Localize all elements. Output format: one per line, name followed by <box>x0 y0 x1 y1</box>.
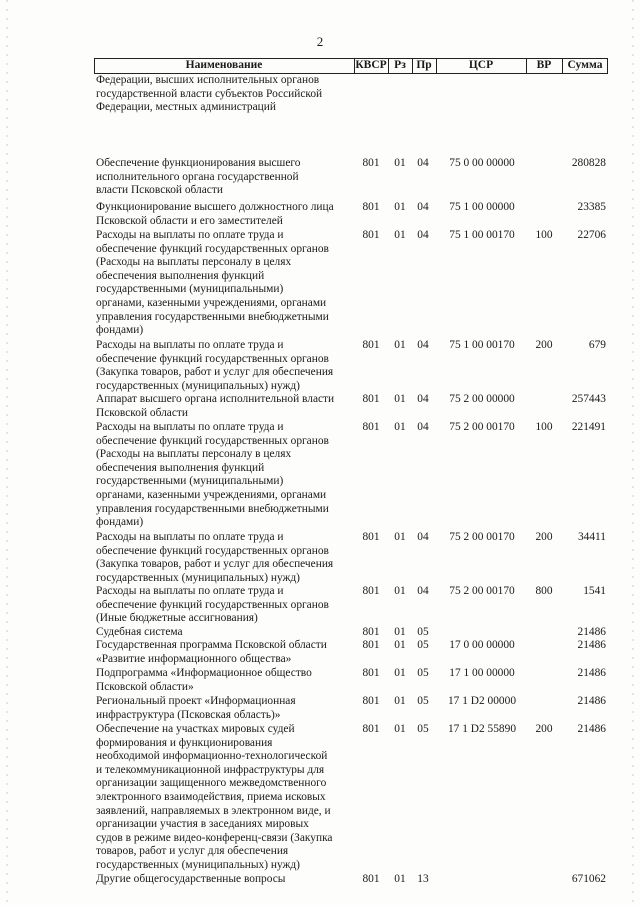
row-sum: 34411 <box>577 531 606 543</box>
row-name-line: государственных (муниципальных) нужд) <box>96 858 300 871</box>
row-csr: 75 2 00 00000 <box>449 393 515 405</box>
row-name-line: необходимой информационно-технологической <box>96 750 328 763</box>
row-name <box>96 421 354 530</box>
row-name-line: обеспечения выполнения функций <box>96 269 265 282</box>
row-sum: 21486 <box>577 723 606 735</box>
row-kvsr: 801 <box>362 393 380 405</box>
row-kvsr: 801 <box>362 723 380 735</box>
row-kvsr: 801 <box>362 421 380 433</box>
row-name-line: Расходы на выплаты по оплате труда и <box>96 585 284 597</box>
row-name <box>96 639 354 666</box>
row-name-line: обеспечения выполнения функций <box>96 461 265 474</box>
row-name-line: формирования и функционирования <box>96 736 273 749</box>
header-csr: ЦСР <box>436 58 526 74</box>
scan-edge-right <box>632 0 634 905</box>
row-rz: 01 <box>394 393 406 405</box>
row-sum: 671062 <box>571 873 606 885</box>
row-name <box>96 873 354 887</box>
row-name-line: Расходы на выплаты по оплате труда и <box>96 339 284 351</box>
row-pr: 13 <box>417 873 429 885</box>
row-rz: 01 <box>394 229 406 241</box>
row-name-line: государственной власти субъектов Российской <box>96 87 323 100</box>
row-name-line: Обеспечение функционирования высшего <box>96 157 301 169</box>
row-vr: 200 <box>535 723 553 735</box>
row-name-line: Региональный проект «Информационная <box>96 695 296 707</box>
row-csr: 17 1 D2 55890 <box>447 723 517 735</box>
row-name-line: управления государственными внебюджетными <box>96 310 329 323</box>
row-name <box>96 393 354 420</box>
row-name-line: Функционирование высшего должностного лица <box>96 201 334 213</box>
row-rz: 01 <box>394 626 406 638</box>
row-csr: 75 0 00 00000 <box>449 157 515 169</box>
row-name-line: управления государственными внебюджетными <box>96 502 329 515</box>
row-name-line: власти Псковской области <box>96 184 223 197</box>
header-kvsr: КВСР <box>354 58 388 74</box>
row-name-line: обеспечение функций государственных органов <box>96 242 329 255</box>
row-pr: 04 <box>417 393 429 405</box>
row-rz: 01 <box>394 639 406 651</box>
row-kvsr: 801 <box>362 667 380 679</box>
row-name-line: Псковской области» <box>96 680 194 693</box>
row-kvsr: 801 <box>362 585 380 597</box>
row-rz: 01 <box>394 421 406 433</box>
row-vr: 100 <box>535 229 553 241</box>
row-pr: 05 <box>417 667 429 679</box>
row-name-line: органами, казенными учреждениями, органами <box>96 296 327 309</box>
row-sum: 23385 <box>577 201 606 213</box>
row-name-line: Федерации, местных администраций <box>96 101 276 114</box>
row-name-line: Судебная система <box>96 626 183 638</box>
row-pr: 05 <box>417 695 429 707</box>
row-name-line: фондами) <box>96 324 144 337</box>
row-vr: 200 <box>535 531 553 543</box>
row-rz: 01 <box>394 339 406 351</box>
header-name: Наименование <box>94 58 354 74</box>
row-rz: 01 <box>394 695 406 707</box>
row-rz: 01 <box>394 201 406 213</box>
row-pr: 04 <box>417 531 429 543</box>
row-name <box>96 695 354 722</box>
row-name-line: Обеспечение на участках мировых судей <box>96 723 295 735</box>
row-pr: 04 <box>417 421 429 433</box>
row-rz: 01 <box>394 873 406 885</box>
row-name-line: организации участия в заседаниях мировых <box>96 818 309 831</box>
row-csr: 75 2 00 00170 <box>449 585 515 597</box>
row-name <box>96 201 354 228</box>
scan-edge-left <box>6 0 8 905</box>
row-name-line: Государственная программа Псковской области <box>96 639 327 651</box>
row-name <box>96 531 354 585</box>
row-name-line: (Иные бюджетные ассигнования) <box>96 612 258 625</box>
row-name-line: организации защищенного межведомственного <box>96 777 327 790</box>
row-kvsr: 801 <box>362 531 380 543</box>
header-sum: Сумма <box>562 58 608 74</box>
row-name-line: инфраструктура (Псковская область)» <box>96 708 281 721</box>
row-name-line: обеспечение функций государственных органов <box>96 544 329 557</box>
header-pr: Пр <box>412 58 436 74</box>
row-name-line: Аппарат высшего органа исполнительной власти <box>96 393 335 405</box>
row-name-line: Псковской области и его заместителей <box>96 214 283 227</box>
row-name-line: исполнительного органа государственной <box>96 170 299 183</box>
row-name <box>96 229 354 338</box>
row-sum: 679 <box>588 339 606 351</box>
header-vr: ВР <box>526 58 562 74</box>
row-name <box>96 667 354 694</box>
row-name-line: Расходы на выплаты по оплате труда и <box>96 531 284 543</box>
row-sum: 21486 <box>577 639 606 651</box>
row-name-line: фондами) <box>96 516 144 529</box>
row-name <box>96 157 354 198</box>
row-rz: 01 <box>394 667 406 679</box>
row-pr: 04 <box>417 201 429 213</box>
row-name <box>96 585 354 626</box>
row-csr: 75 1 00 00170 <box>449 339 515 351</box>
row-kvsr: 801 <box>362 639 380 651</box>
row-kvsr: 801 <box>362 873 380 885</box>
row-kvsr: 801 <box>362 201 380 213</box>
row-name-line: государственных (муниципальных) нужд) <box>96 571 300 584</box>
row-name-line: (Расходы на выплаты персоналу в целях <box>96 448 292 461</box>
row-rz: 01 <box>394 585 406 597</box>
row-name-line: товаров, работ и услуг для обеспечения <box>96 845 289 858</box>
row-csr: 75 2 00 00170 <box>449 421 515 433</box>
row-sum: 221491 <box>571 421 606 433</box>
row-name-line: обеспечение функций государственных органов <box>96 352 329 365</box>
row-sum: 257443 <box>571 393 606 405</box>
row-sum: 21486 <box>577 626 606 638</box>
row-name-line: обеспечение функций государственных органов <box>96 598 329 611</box>
row-name-line: Расходы на выплаты по оплате труда и <box>96 229 284 241</box>
row-csr: 17 0 00 00000 <box>449 639 515 651</box>
row-sum: 22706 <box>577 229 606 241</box>
row-name-line: электронного взаимодействия, приема исковых <box>96 790 326 803</box>
row-csr: 17 1 D2 00000 <box>447 695 517 707</box>
row-name-line: государственными (муниципальными) <box>96 283 284 296</box>
page-number: 2 <box>316 34 324 49</box>
row-sum: 1541 <box>583 585 606 597</box>
row-pr: 05 <box>417 626 429 638</box>
row-kvsr: 801 <box>362 626 380 638</box>
row-name-line: Другие общегосударственные вопросы <box>96 873 286 885</box>
row-csr: 17 1 00 00000 <box>449 667 515 679</box>
row-name-line: Подпрограмма «Информационное общество <box>96 667 312 679</box>
row-csr: 75 2 00 00170 <box>449 531 515 543</box>
row-kvsr: 801 <box>362 695 380 707</box>
row-pr: 04 <box>417 585 429 597</box>
row-name-line: и телекоммуникационной инфраструктуры для <box>96 763 325 776</box>
row-vr: 200 <box>535 339 553 351</box>
row-pr: 05 <box>417 723 429 735</box>
row-rz: 01 <box>394 531 406 543</box>
row-pr: 04 <box>417 229 429 241</box>
row-sum: 21486 <box>577 667 606 679</box>
row-name <box>96 74 354 115</box>
row-name <box>96 723 354 873</box>
row-name-line: Расходы на выплаты по оплате труда и <box>96 421 284 433</box>
row-name-line: (Расходы на выплаты персоналу в целях <box>96 256 292 269</box>
row-name-line: органами, казенными учреждениями, органами <box>96 488 327 501</box>
row-name-line: государственными (муниципальными) <box>96 475 284 488</box>
row-kvsr: 801 <box>362 229 380 241</box>
row-name <box>96 339 354 393</box>
row-name-line: (Закупка товаров, работ и услуг для обеспечения <box>96 366 334 379</box>
header-rz: Рз <box>388 58 412 74</box>
row-kvsr: 801 <box>362 339 380 351</box>
row-csr: 75 1 00 00000 <box>449 201 515 213</box>
row-vr: 100 <box>535 421 553 433</box>
row-pr: 05 <box>417 639 429 651</box>
row-pr: 04 <box>417 157 429 169</box>
row-name-line: обеспечение функций государственных органов <box>96 434 329 447</box>
row-pr: 04 <box>417 339 429 351</box>
row-sum: 21486 <box>577 695 606 707</box>
row-name-line: судов в режиме видео-конференц-связи (Закупка <box>96 831 333 844</box>
row-vr: 800 <box>535 585 553 597</box>
row-name <box>96 626 354 640</box>
row-kvsr: 801 <box>362 157 380 169</box>
row-name-line: (Закупка товаров, работ и услуг для обеспечения <box>96 558 334 571</box>
row-sum: 280828 <box>571 157 606 169</box>
row-name-line: Федерации, высших исполнительных органов <box>96 74 320 86</box>
row-name-line: Псковской области <box>96 406 188 419</box>
row-rz: 01 <box>394 723 406 735</box>
row-name-line: «Развитие информационного общества» <box>96 652 292 665</box>
row-rz: 01 <box>394 157 406 169</box>
row-name-line: заявлений, направляемых в электронном виде, и <box>96 804 331 817</box>
row-csr: 75 1 00 00170 <box>449 229 515 241</box>
row-name-line: государственных (муниципальных) нужд) <box>96 379 300 392</box>
